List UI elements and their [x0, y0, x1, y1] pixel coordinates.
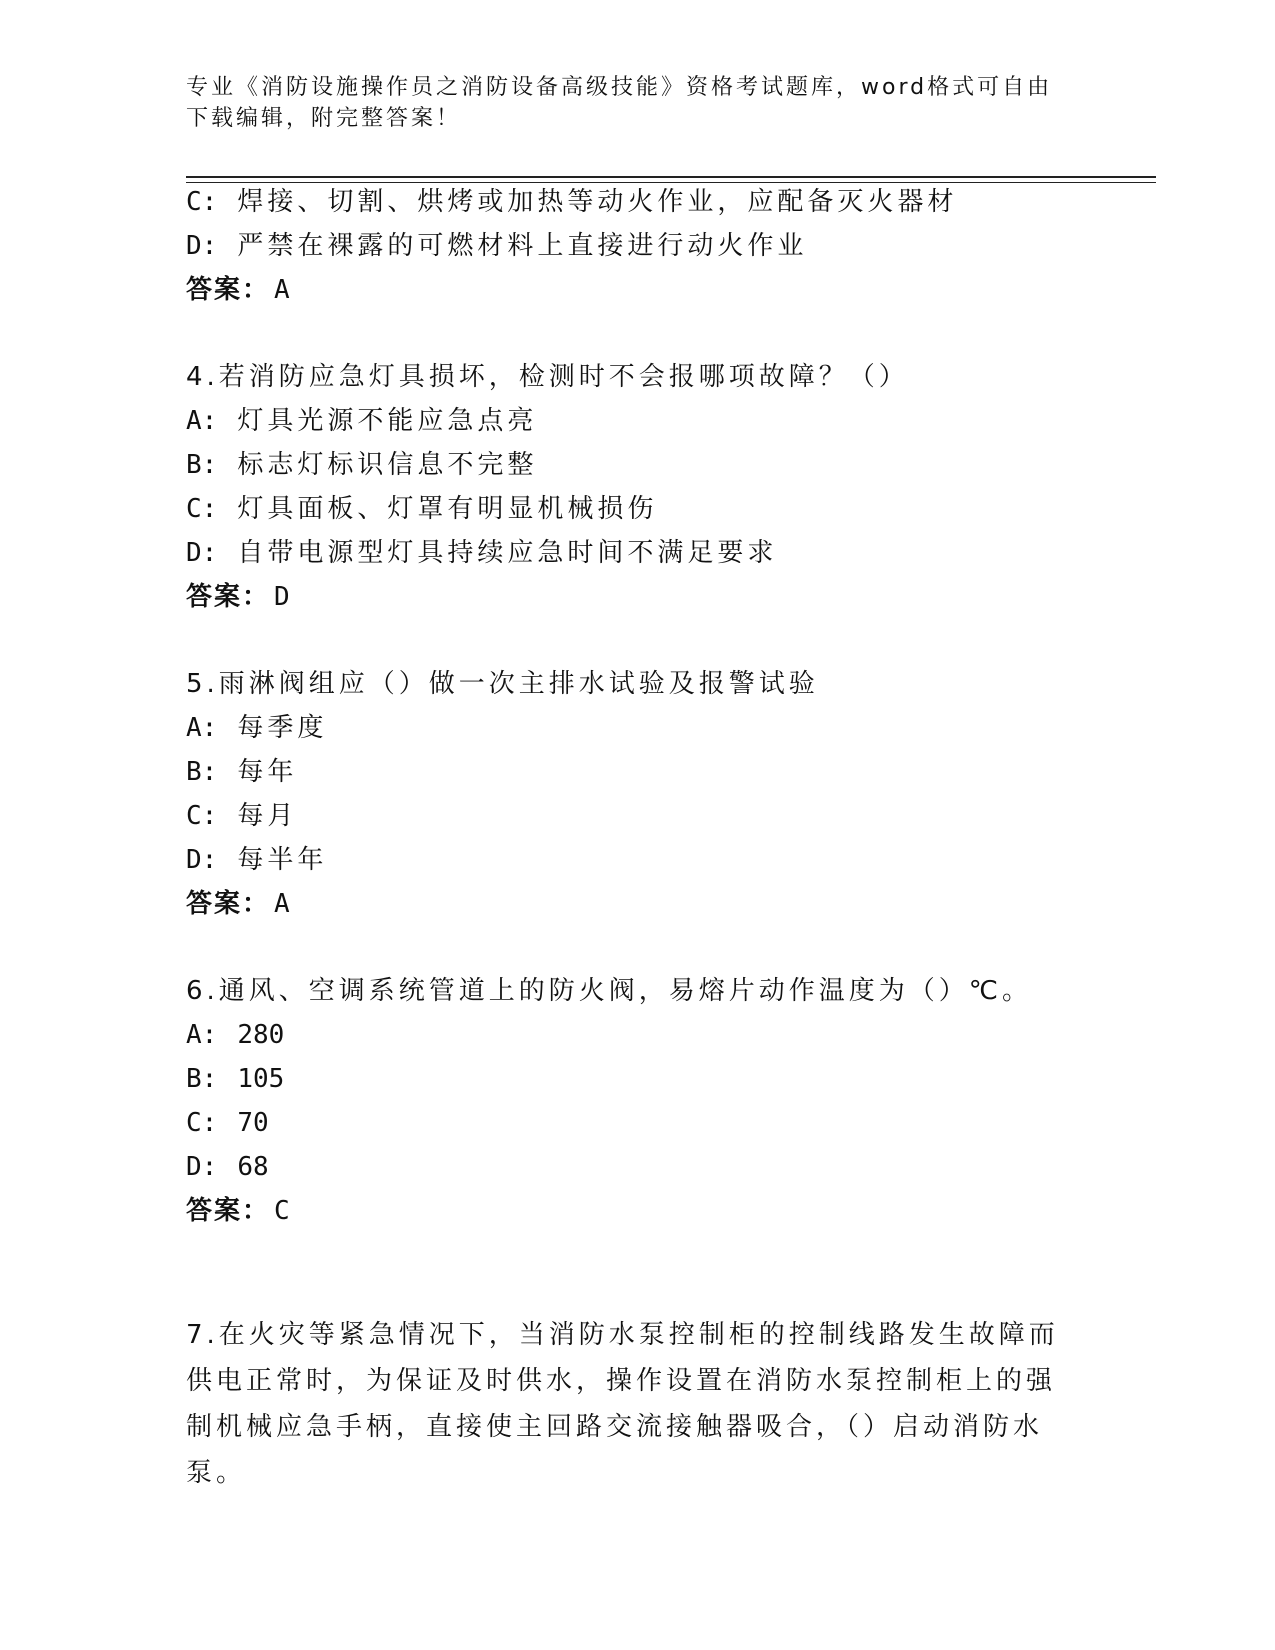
option-letter: C:	[186, 801, 218, 831]
q3-answer	[186, 273, 292, 307]
answer-value: A	[274, 889, 292, 919]
q3-option-d	[186, 229, 807, 263]
q4-stem	[186, 360, 909, 394]
answer-value: C	[274, 1196, 292, 1226]
q5-option-c	[186, 799, 297, 833]
option-letter: C:	[186, 187, 218, 217]
q6-option-b	[186, 1062, 284, 1096]
option-letter: D:	[186, 1152, 218, 1182]
q6-stem	[186, 974, 1032, 1008]
question-stem: 4.若消防应急灯具损坏，检测时不会报哪项故障？（）	[186, 362, 909, 392]
option-letter: A:	[186, 1020, 218, 1050]
option-text: 标志灯标识信息不完整	[237, 450, 538, 480]
answer-label: 答案：	[186, 1196, 271, 1226]
header-rule-thick	[186, 176, 1156, 178]
option-text: 严禁在裸露的可燃材料上直接进行动火作业	[237, 231, 808, 261]
option-letter: B:	[186, 1064, 218, 1094]
option-text: 105	[237, 1064, 285, 1094]
q4-option-b	[186, 448, 537, 482]
q7-stem	[186, 1312, 1066, 1496]
q5-option-d	[186, 843, 327, 877]
option-letter: A:	[186, 713, 218, 743]
answer-value: A	[274, 275, 292, 305]
option-text: 灯具光源不能应急点亮	[237, 406, 538, 436]
header-text: 专业《消防设施操作员之消防设备高级技能》资格考试题库，word格式可自由下载编辑，附完整答案！	[186, 75, 1053, 131]
option-text: 70	[237, 1108, 269, 1138]
q6-option-a	[186, 1018, 284, 1052]
q4-answer	[186, 580, 292, 614]
option-text: 每半年	[237, 845, 328, 875]
header-rule-thin	[186, 182, 1156, 183]
q5-option-b	[186, 755, 297, 789]
question-stem: 6.通风、空调系统管道上的防火阀，易熔片动作温度为（）℃。	[186, 976, 1033, 1006]
option-letter: D:	[186, 538, 218, 568]
q5-option-a	[186, 711, 327, 745]
answer-label: 答案：	[186, 582, 271, 612]
option-letter: B:	[186, 757, 218, 787]
question-stem: 5.雨淋阀组应（）做一次主排水试验及报警试验	[186, 669, 819, 699]
option-text: 每季度	[237, 713, 328, 743]
q3-option-c	[186, 185, 957, 219]
option-text: 灯具面板、灯罩有明显机械损伤	[237, 494, 658, 524]
option-letter: A:	[186, 406, 218, 436]
q4-option-a	[186, 404, 537, 438]
option-text: 280	[237, 1020, 285, 1050]
option-letter: B:	[186, 450, 218, 480]
q4-option-c	[186, 492, 657, 526]
answer-value: D	[274, 582, 292, 612]
question-stem: 7.在火灾等紧急情况下，当消防水泵控制柜的控制线路发生故障而供电正常时，为保证及时供水，操作设置在消防水泵控制柜上的强制机械应急手柄，直接使主回路交流接触器吸合，（）启动消防水泵。	[186, 1320, 1059, 1488]
option-text: 68	[237, 1152, 269, 1182]
option-letter: D:	[186, 845, 218, 875]
option-letter: C:	[186, 494, 218, 524]
q6-option-d	[186, 1150, 269, 1184]
option-text: 焊接、切割、烘烤或加热等动火作业，应配备灭火器材	[237, 187, 958, 217]
option-letter: C:	[186, 1108, 218, 1138]
answer-label: 答案：	[186, 275, 271, 305]
q4-option-d	[186, 536, 777, 570]
q6-option-c	[186, 1106, 269, 1140]
q6-answer	[186, 1194, 292, 1228]
option-text: 自带电源型灯具持续应急时间不满足要求	[237, 538, 778, 568]
answer-label: 答案：	[186, 889, 271, 919]
option-text: 每年	[237, 757, 298, 787]
option-text: 每月	[237, 801, 298, 831]
document-header	[186, 72, 1066, 134]
q5-answer	[186, 887, 292, 921]
q5-stem	[186, 667, 819, 701]
option-letter: D:	[186, 231, 218, 261]
